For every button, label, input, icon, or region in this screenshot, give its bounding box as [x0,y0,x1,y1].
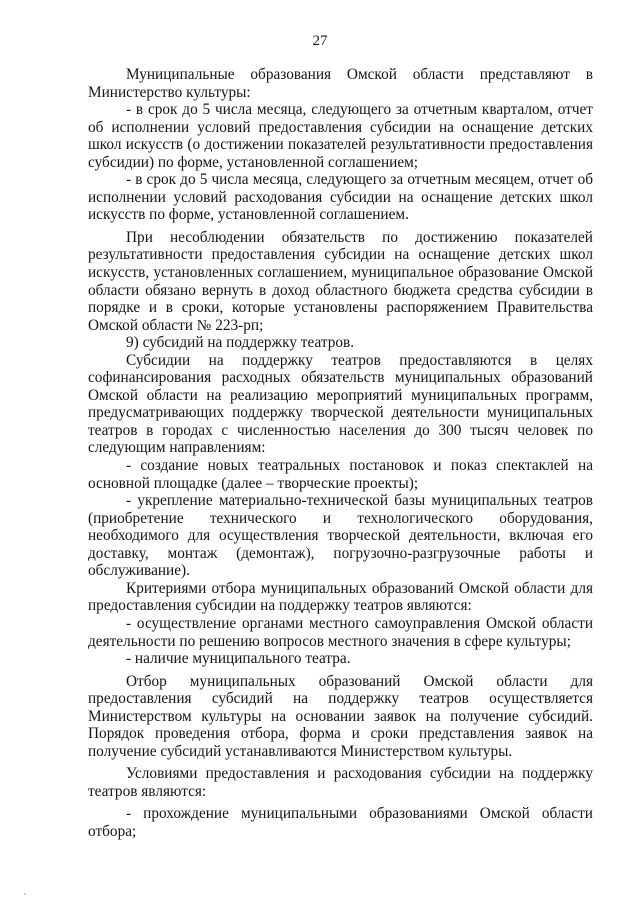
paragraph: Субсидии на поддержку театров предоставляются в целях софинансирования расходных обязательств муниципальных образований Омской области на реализацию мероприятий муниципальных программ, предусматривающих поддержку творческой деятельности муниципальных театров в городах с численностью населения до 300 тысяч человек по следующим направлениям: [88,351,593,457]
document-body [88,66,593,841]
paragraph: Муниципальные образования Омской области представляют в Министерство культуры: [88,66,593,101]
list-item: - осуществление органами местного самоуправления Омской области деятельности по решению вопросов местного значения в сфере культуры; [88,614,593,650]
list-item: - создание новых театральных постановок и показ спектаклей на основной площадке (далее – творческие проекты); [88,457,593,492]
paragraph: Критериями отбора муниципальных образований Омской области для предоставления субсидии на поддержку театров являются: [88,579,593,615]
list-item: - укрепление материально-технической базы муниципальных театров (приобретение технического и технологического оборудования, необходимого для осуществления творческой деятельности, включая его доставку, монтаж (демонтаж), погрузочно-разгрузочные работы и обслуживание). [88,492,593,580]
paragraph: При несоблюдении обязательств по достижению показателей результативности предоставления субсидии на оснащение детских школ искусств, установленных соглашением, муниципальное образование Омской области обязано вернуть в доход областного бюджета средства субсидии в порядке и в сроки, которые установлены распоряжением Правительства Омской области № 223-рп; [88,228,593,334]
list-item: - прохождение муниципальными образованиями Омской области отбора; [88,805,593,840]
section-heading: 9) субсидий на поддержку театров. [126,334,355,352]
list-item: - наличие муниципального театра. [126,650,351,668]
paragraph: Условиями предоставления и расходования субсидии на поддержку театров являются: [88,765,593,800]
scan-mark [24,893,26,895]
list-item: - в срок до 5 числа месяца, следующего за отчетным месяцем, отчет об исполнении условий расходования субсидии на оснащение детских школ искусств по форме, установленной соглашением. [88,171,593,224]
page-number: 27 [312,33,328,49]
list-item: - в срок до 5 числа месяца, следующего за отчетным кварталом, отчет об исполнении условий предоставления субсидии на оснащение детских школ искусств (о достижении показателей результативности предоставления субсидии) по форме, установленной соглашением; [88,101,593,171]
paragraph: Отбор муниципальных образований Омской области для предоставления субсидий на поддержку театров осуществляется Министерством культуры на основании заявок на получение субсидий. Порядок проведения отбора, форма и сроки представления заявок на получение субсидий устанавливаются Министерством культуры. [88,672,593,760]
